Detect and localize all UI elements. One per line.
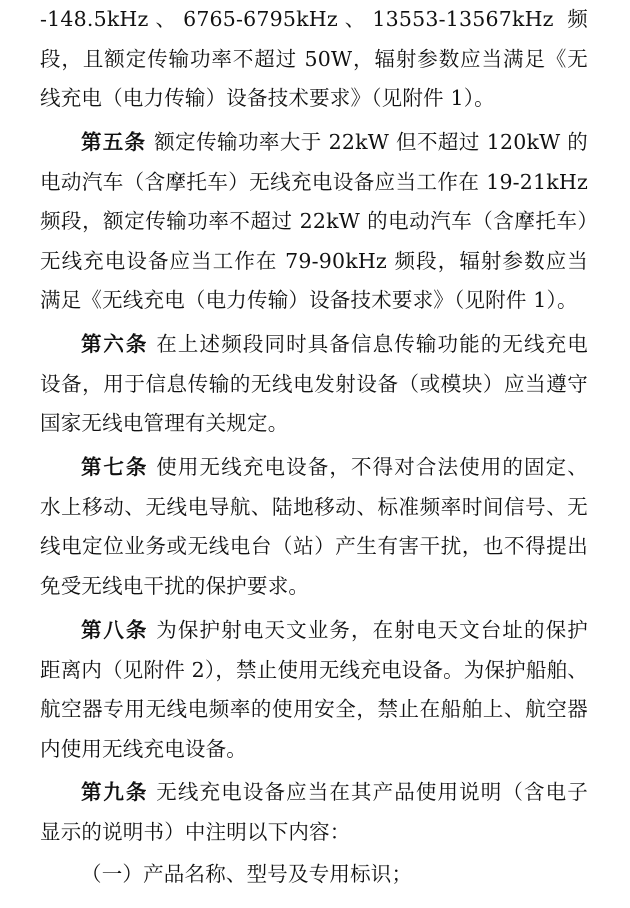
continuation-paragraph: -148.5kHz、6765-6795kHz、13553-13567kHz 频段，且额定传输功率不超过 50W，辐射参数应当满足《无线充电（电力传输）设备技术要求》（见附件 1）。 (40, 7, 588, 110)
article-7-paragraph (40, 448, 588, 606)
article-9-paragraph (40, 773, 588, 852)
article-number: 第五条 (81, 130, 147, 154)
article-text: 无线充电设备应当在其产品使用说明（含电子显示的说明书）中注明以下内容： (40, 780, 589, 844)
article-number: 第八条 (81, 618, 149, 642)
article-number: 第六条 (81, 332, 149, 356)
article-text: 为保护射电天文业务，在射电天文台址的保护距离内（见附件 2），禁止使用无线充电设备。为保护船舶、航空器专用无线电频率的使用安全，禁止在船舶上、航空器内使用无线充电设备。 (40, 618, 589, 761)
article-text: 使用无线充电设备，不得对合法使用的固定、水上移动、无线电导航、陆地移动、标准频率时间信号、无线电定位业务或无线电台（站）产生有害干扰，也不得提出免受无线电干扰的保护要求。 (40, 455, 589, 598)
article-number: 第九条 (81, 780, 149, 804)
article-number: 第七条 (81, 455, 149, 479)
article-text: 额定传输功率大于 22kW 但不超过 120kW 的电动汽车（含摩托车）无线充电设备应当工作在 19-21kHz 频段，额定传输功率不超过 22kW 的电动汽车（含摩托车）无线充电设备应当工作在 79-90kHz 频段，辐射参数应当满足《无线充电（电力传输）设备技术要求》（见附件 1）。 (40, 130, 588, 312)
article-6-paragraph (40, 325, 588, 444)
article-text: 在上述频段同时具备信息传输功能的无线充电设备，用于信息传输的无线电发射设备（或模块）应当遵守国家无线电管理有关规定。 (40, 332, 589, 435)
article-8-paragraph (40, 611, 588, 769)
list-item: （一）产品名称、型号及专用标识； (81, 862, 413, 886)
article-5-paragraph (40, 123, 588, 321)
